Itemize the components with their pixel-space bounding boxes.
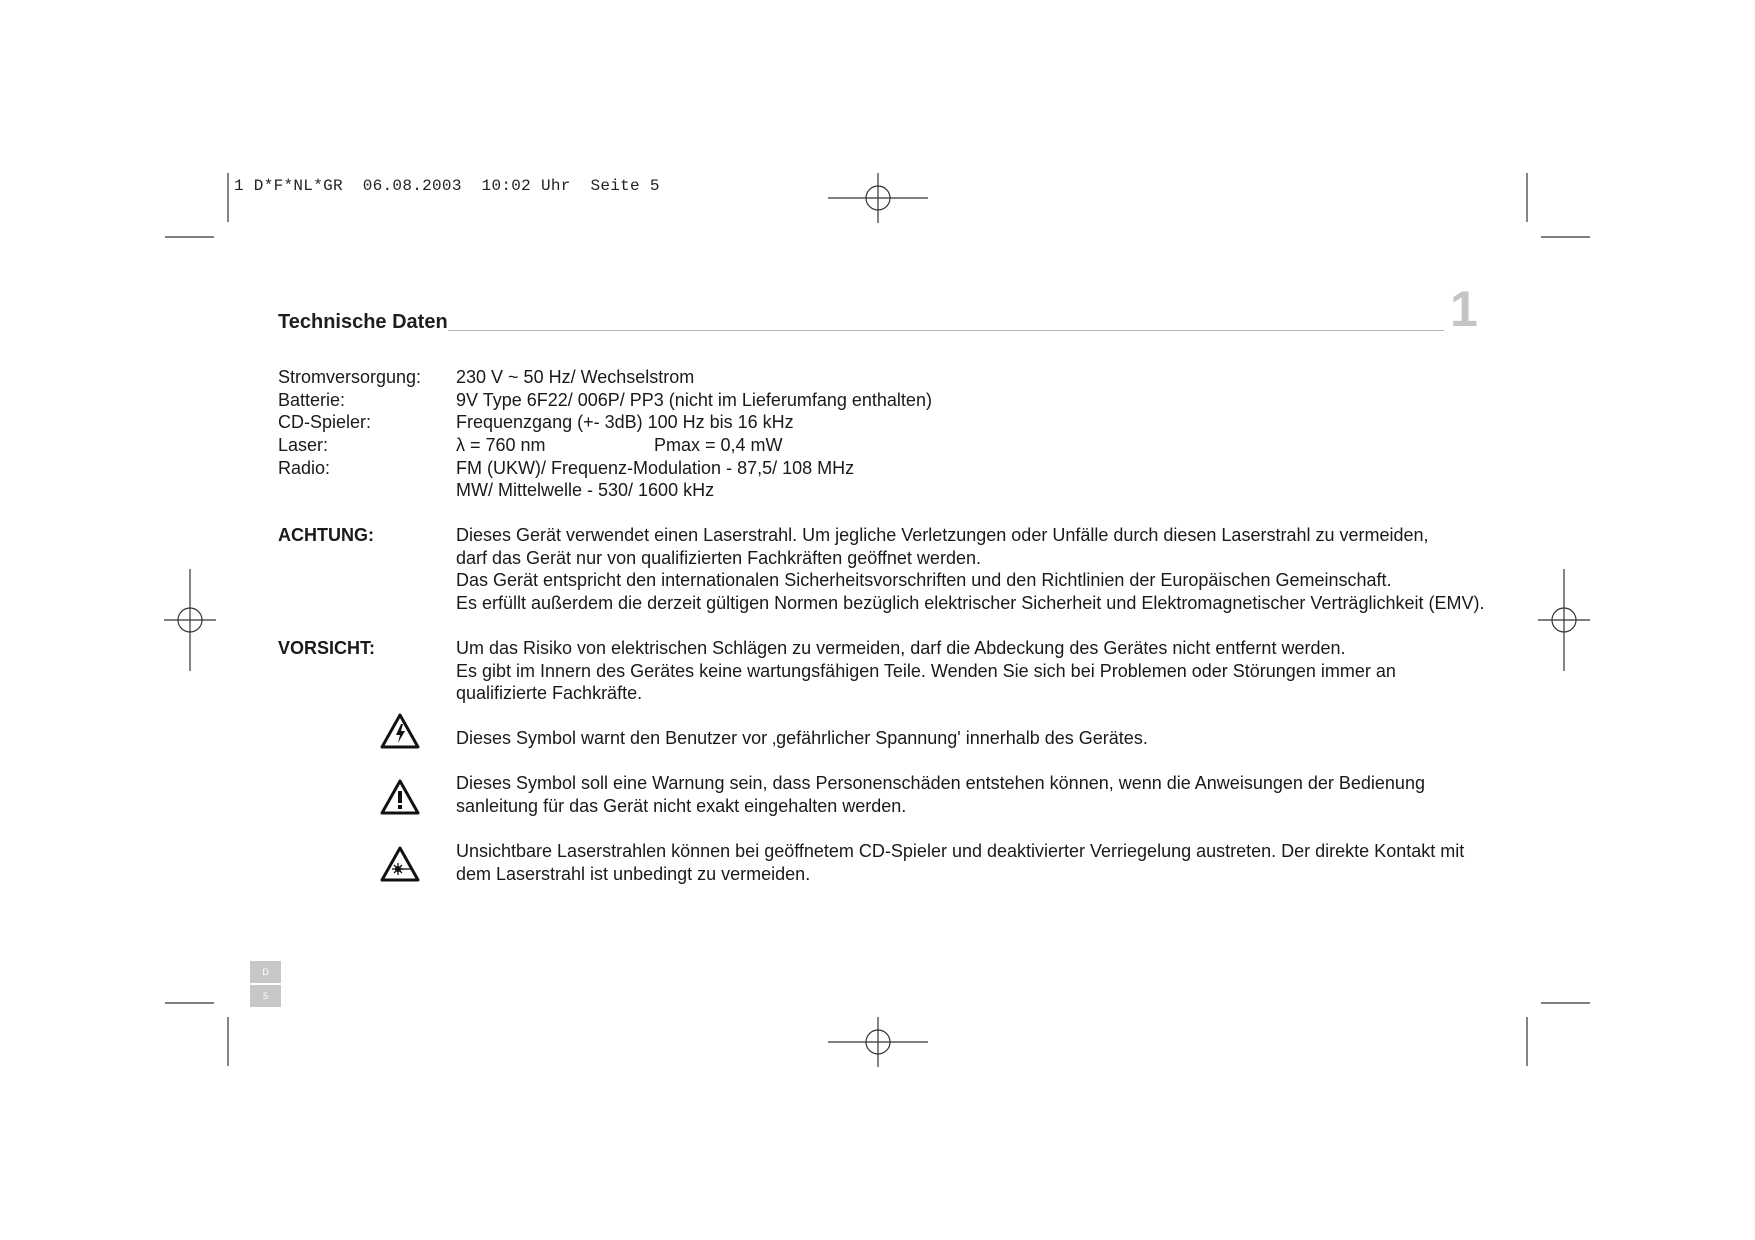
text-line: Es erfüllt außerdem die derzeit gültigen Normen bezüglich elektrischer Sicherheit und Elektromagnetischer Verträglichkeit (EMV). (456, 593, 1485, 614)
high-voltage-warning-icon (380, 712, 420, 750)
spec-value: 230 V ~ 50 Hz/ Wechselstrom (456, 367, 695, 387)
symbol-text (456, 840, 1496, 885)
chapter-number: 1 (1450, 281, 1478, 337)
achtung-label: ACHTUNG: (278, 525, 374, 545)
registration-mark-left (164, 569, 216, 671)
spec-value (456, 434, 783, 457)
text-line: Es gibt im Innern des Gerätes keine wartungsfähigen Teile. Wenden Sie sich bei Problemen oder Störungen immer an (456, 660, 1396, 681)
spec-value: Frequenzgang (+- 3dB) 100 Hz bis 16 kHz (456, 412, 794, 432)
text-line: Das Gerät entspricht den internationalen Sicherheitsvorschriften und den Richtlinien der Europäischen Gemeinschaft. (456, 570, 1392, 591)
text-line: Dieses Symbol warnt den Benutzer vor ‚gefährlicher Spannung' innerhalb des Gerätes. (456, 728, 1148, 748)
section-heading: Technische Daten (278, 311, 448, 333)
achtung-text (456, 524, 1496, 615)
registration-mark-right (1538, 569, 1590, 671)
text-line: dem Laserstrahl ist unbedingt zu vermeiden. (456, 863, 811, 884)
laser-warning-icon (380, 845, 420, 883)
spec-label: Radio: (278, 458, 331, 478)
symbol-text (456, 727, 1496, 750)
registration-mark-bottom (826, 1017, 930, 1067)
heading-rule (448, 330, 1444, 331)
spec-label: CD-Spieler: (278, 412, 372, 432)
text-line: sanleitung für das Gerät nicht exakt eingehalten werden. (456, 795, 907, 816)
text-line: Um das Risiko von elektrischen Schlägen zu vermeiden, darf die Abdeckung des Gerätes nicht entfernt werden. (456, 638, 1346, 658)
print-slug: 1 D*F*NL*GR 06.08.2003 10:02 Uhr Seite 5 (234, 177, 660, 195)
text-line: Dieses Gerät verwendet einen Laserstrahl. Um jegliche Verletzungen oder Unfälle durch diesen Laserstrahl zu vermeiden, (456, 525, 1429, 545)
spec-value: MW/ Mittelwelle - 530/ 1600 kHz (456, 480, 715, 500)
general-warning-icon (380, 778, 420, 816)
spec-value: 9V Type 6F22/ 006P/ PP3 (nicht im Lieferumfang enthalten) (456, 390, 932, 410)
spec-label: Batterie: (278, 390, 346, 410)
text-line: qualifizierte Fachkräfte. (456, 683, 643, 704)
registration-mark-top (826, 173, 930, 223)
spec-label: Laser: (278, 435, 329, 455)
language-tab: D (250, 961, 281, 983)
vorsicht-label: VORSICHT: (278, 638, 376, 658)
laser-power: Pmax = 0,4 mW (654, 435, 783, 455)
text-line: Dieses Symbol soll eine Warnung sein, dass Personenschäden entstehen können, wenn die Anweisungen der Bedienung (456, 773, 1425, 793)
laser-wavelength: λ = 760 nm (456, 435, 546, 455)
symbol-text (456, 772, 1496, 817)
spec-label: Stromversorgung: (278, 367, 422, 387)
page-number-tab: 5 (250, 985, 281, 1007)
spec-value: FM (UKW)/ Frequenz-Modulation - 87,5/ 108 MHz (456, 458, 855, 478)
vorsicht-text (456, 637, 1496, 705)
text-line: darf das Gerät nur von qualifizierten Fachkräften geöffnet werden. (456, 547, 981, 568)
text-line: Unsichtbare Laserstrahlen können bei geöffnetem CD-Spieler und deaktivierter Verriegelung austreten. Der direkte Kontakt mit (456, 841, 1465, 861)
